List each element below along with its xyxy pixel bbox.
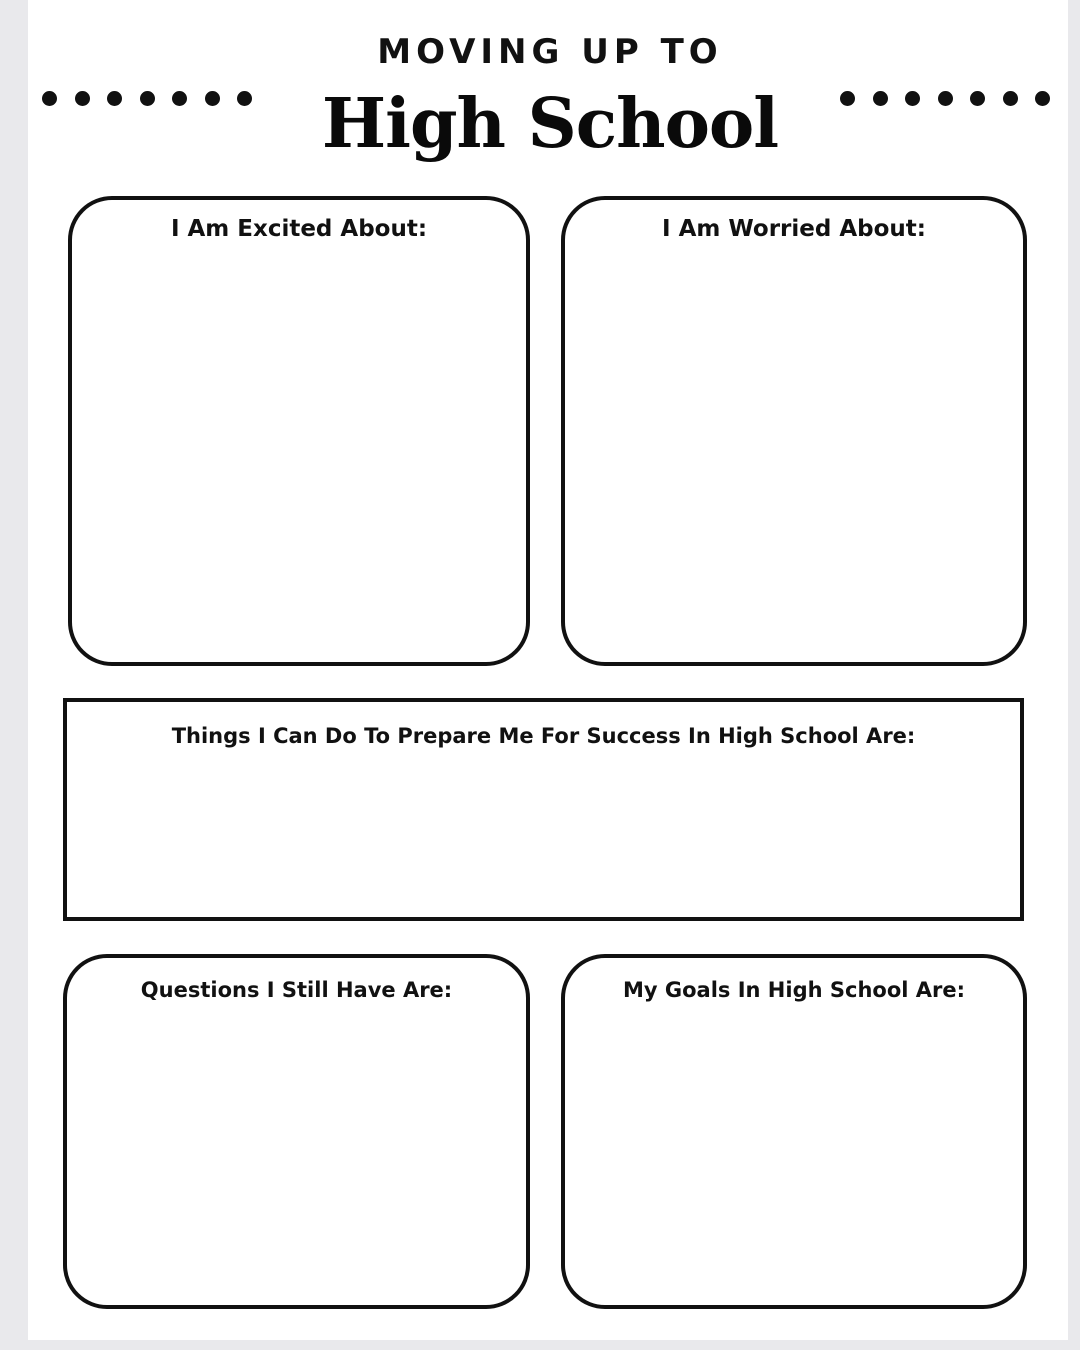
prepare-for-success-box[interactable] xyxy=(63,698,1024,921)
dot-icon xyxy=(75,91,90,106)
right-dot-divider xyxy=(840,91,1050,107)
dot-icon xyxy=(205,91,220,106)
dot-icon xyxy=(873,91,888,106)
overtitle: MOVING UP TO xyxy=(377,32,723,72)
dot-icon xyxy=(905,91,920,106)
dot-icon xyxy=(1003,91,1018,106)
dot-icon xyxy=(107,91,122,106)
left-dot-divider xyxy=(42,91,252,107)
excited-about-label: I Am Excited About: xyxy=(170,216,428,242)
prepare-for-success-label: Things I Can Do To Prepare Me For Success In High School Are: xyxy=(171,724,916,748)
dot-icon xyxy=(938,91,953,106)
worried-about-label: I Am Worried About: xyxy=(662,216,926,242)
page-title: High School xyxy=(321,84,779,164)
dot-icon xyxy=(42,91,57,106)
dot-icon xyxy=(840,91,855,106)
questions-label: Questions I Still Have Are: xyxy=(140,978,453,1002)
worried-about-box[interactable] xyxy=(561,196,1027,666)
excited-about-box[interactable] xyxy=(68,196,530,666)
goals-label: My Goals In High School Are: xyxy=(622,978,966,1002)
dot-icon xyxy=(237,91,252,106)
dot-icon xyxy=(172,91,187,106)
questions-box[interactable] xyxy=(63,954,530,1309)
dot-icon xyxy=(1035,91,1050,106)
goals-box[interactable] xyxy=(561,954,1027,1309)
dot-icon xyxy=(970,91,985,106)
dot-icon xyxy=(140,91,155,106)
